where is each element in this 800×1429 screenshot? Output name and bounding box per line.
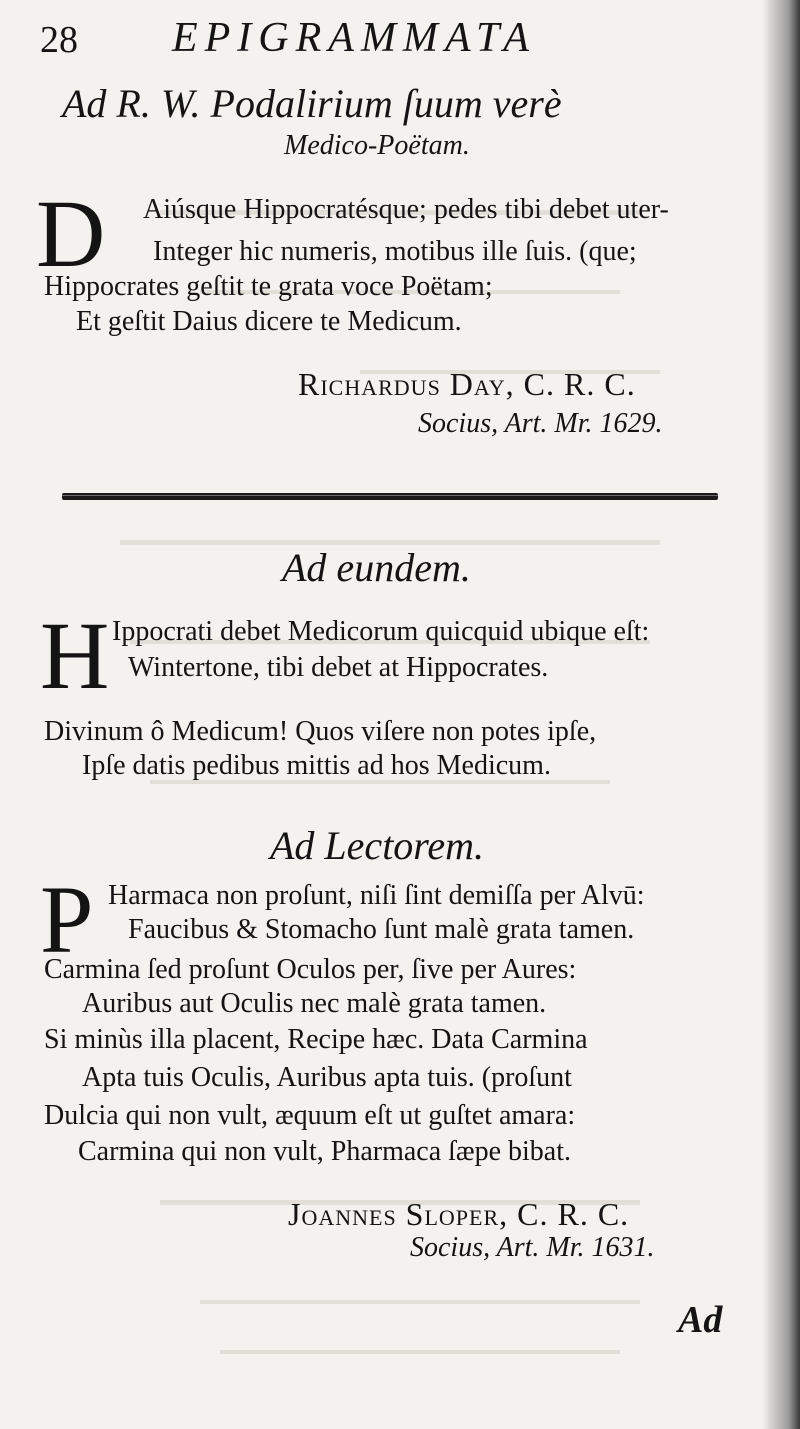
section-divider <box>62 493 718 500</box>
poem2-line-3: Divinum ô Medicum! Quos viſere non potes ipſe, <box>44 716 597 747</box>
page-gutter-shadow <box>762 0 800 1429</box>
poem1-title-line2: Medico-Poëtam. <box>284 130 470 161</box>
poem3-line-8: Carmina qui non vult, Pharmaca ſæpe bibat. <box>78 1136 572 1167</box>
poem3-title: Ad Lectorem. <box>270 823 485 868</box>
poem3-line-2: Faucibus & Stomacho ſunt malè grata tamen. <box>128 914 635 945</box>
poem1-signature-name: Richardus Day, C. R. C. <box>298 366 636 402</box>
running-title: EPIGRAMMATA <box>172 15 536 61</box>
poem1-line-1: Aiúsque Hippocratésque; pedes tibi debet uter- <box>143 194 669 225</box>
poem2-line-1: Ippocrati debet Medicorum quicquid ubique eſt: <box>112 616 650 647</box>
poem3-signature-name: Joannes Sloper, C. R. C. <box>288 1196 630 1232</box>
page-number: 28 <box>40 19 78 61</box>
poem1-title-line1: Ad R. W. Podalirium ſuum verè <box>62 81 562 126</box>
poem1-drop-cap: D <box>36 180 106 287</box>
poem3-signature-rank: Socius, Art. Mr. 1631. <box>410 1232 655 1263</box>
poem3-drop-cap: P <box>40 866 94 973</box>
poem3-line-3: Carmina ſed proſunt Oculos per, ſive per Aures: <box>44 954 577 985</box>
poem1-line-3: Hippocrates geſtit te grata voce Poëtam; <box>44 271 493 302</box>
poem2-line-4: Ipſe datis pedibus mittis ad hos Medicum. <box>82 750 551 781</box>
poem3-line-7: Dulcia qui non vult, æquum eſt ut guſtet amara: <box>44 1100 576 1131</box>
catchword: Ad <box>678 1299 723 1341</box>
poem1-line-4: Et geſtit Daius dicere te Medicum. <box>76 306 462 337</box>
poem3-line-6: Apta tuis Oculis, Auribus apta tuis. (proſunt <box>82 1062 572 1093</box>
poem3-line-1: Harmaca non proſunt, niſi ſint demiſſa per Alvū: <box>108 880 645 911</box>
poem2-title: Ad eundem. <box>282 545 471 590</box>
poem2-drop-cap: H <box>40 602 110 709</box>
poem3-line-5: Si minùs illa placent, Recipe hæc. Data Carmina <box>44 1024 588 1055</box>
poem1-line-2: Integer hic numeris, motibus ille ſuis. (que; <box>153 236 637 267</box>
poem1-signature-rank: Socius, Art. Mr. 1629. <box>418 408 663 439</box>
poem2-line-2: Wintertone, tibi debet at Hippocrates. <box>128 652 549 683</box>
poem3-line-4: Auribus aut Oculis nec malè grata tamen. <box>82 988 547 1019</box>
